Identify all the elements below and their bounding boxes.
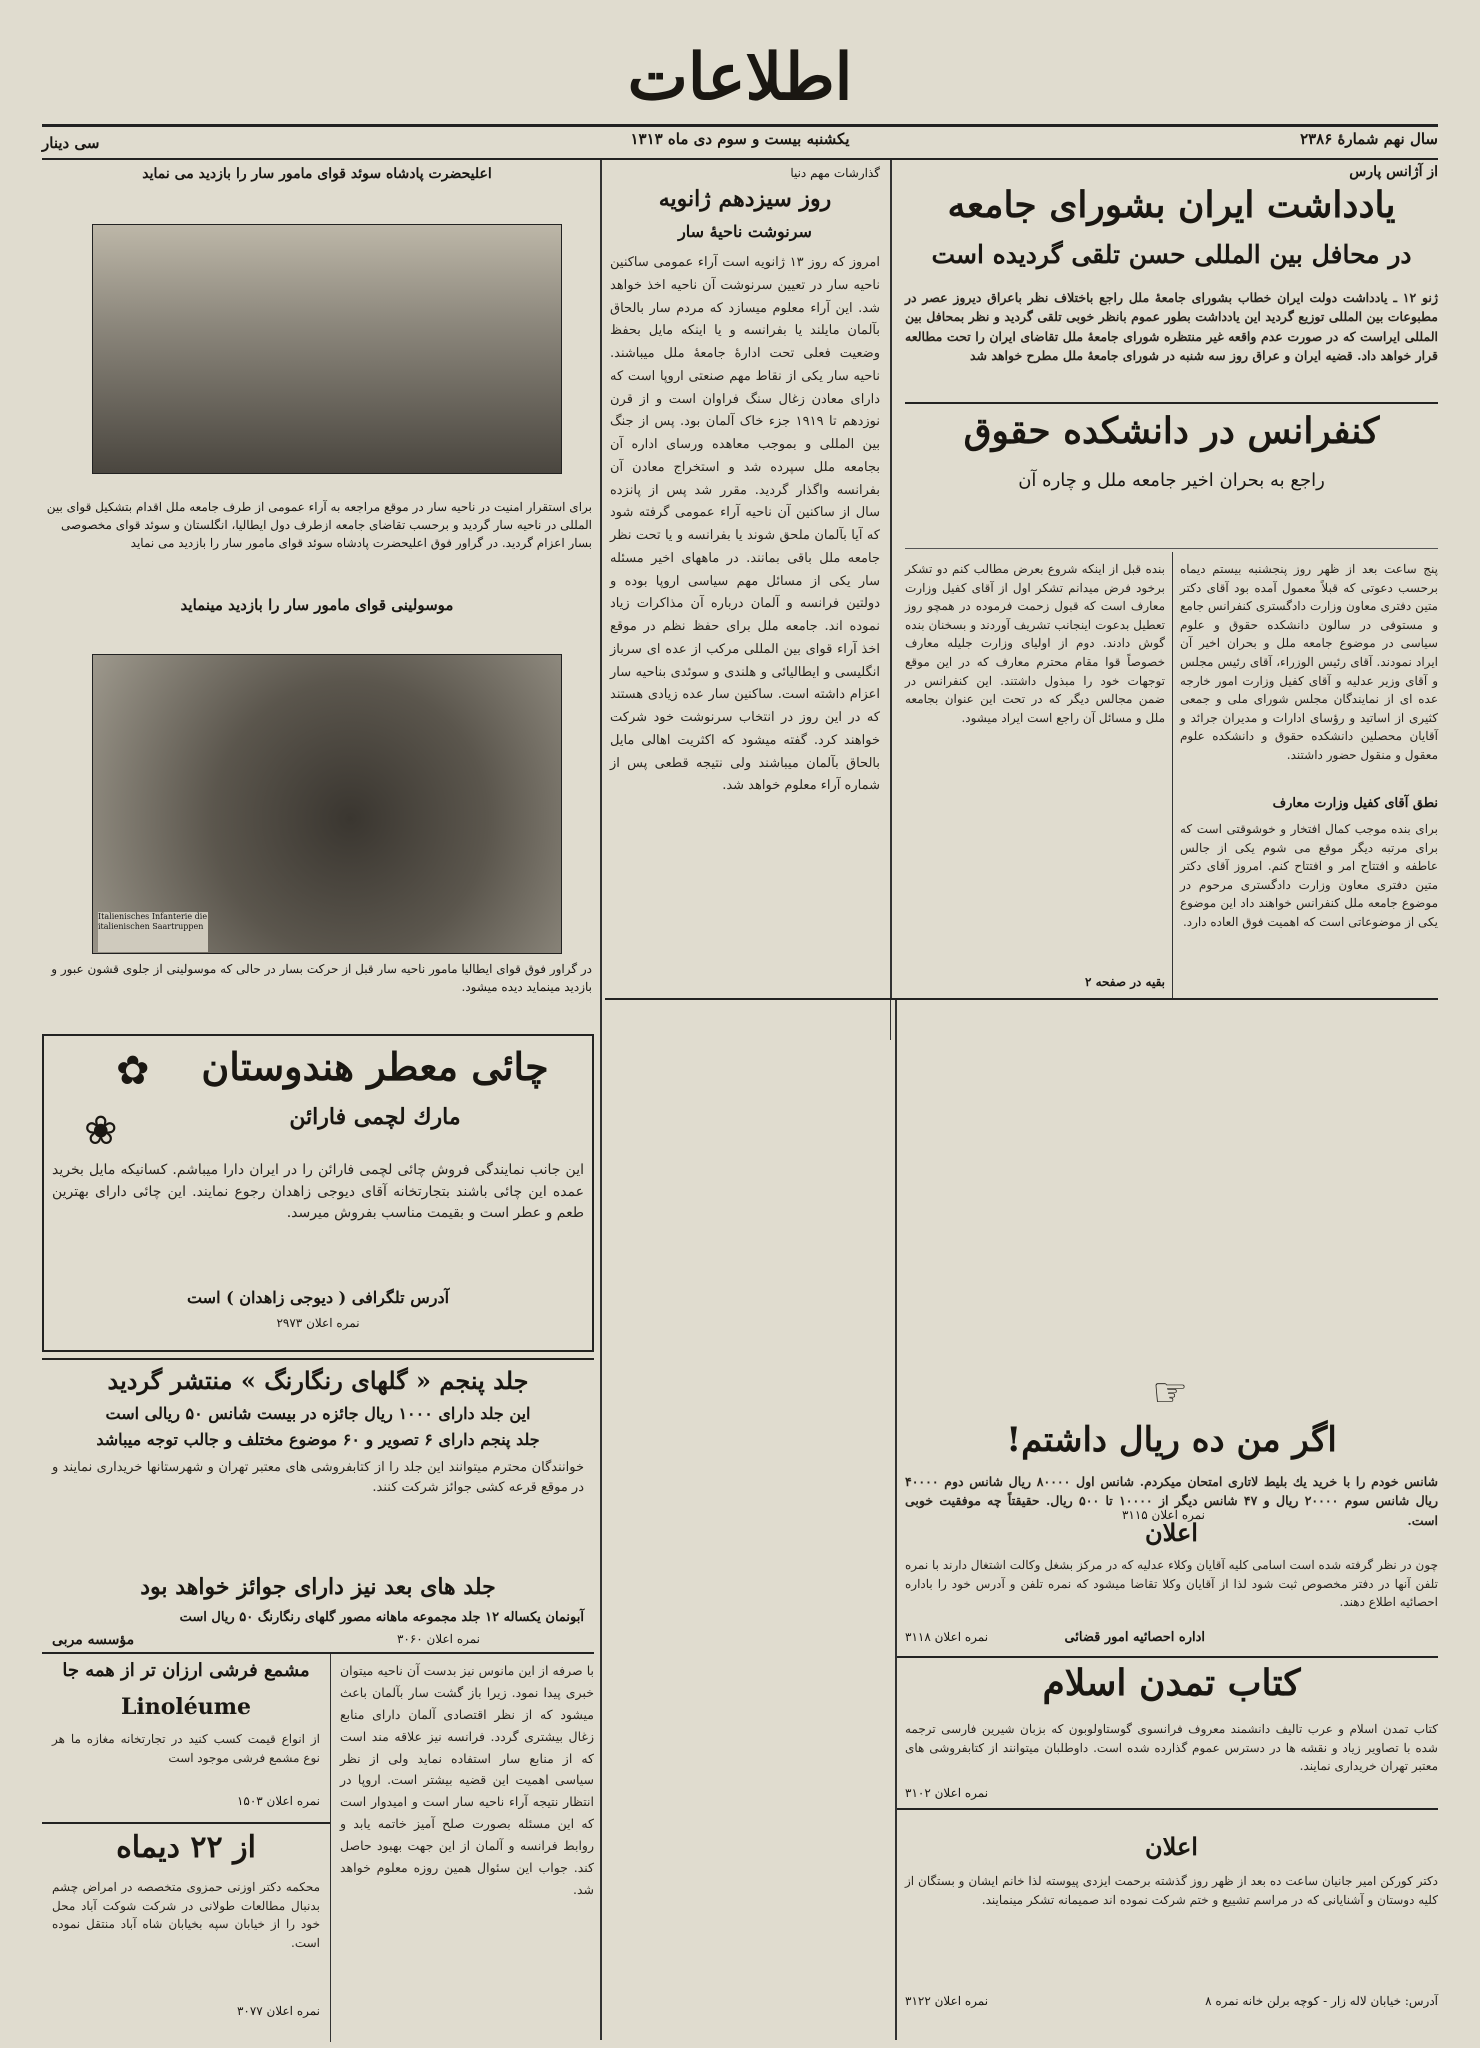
top-rule	[42, 124, 1438, 127]
hand-pointer-icon: ☞	[1152, 1370, 1188, 1416]
lino-ad-number: نمره اعلان ۱۵۰۳	[236, 1794, 320, 1808]
photo2-caption: در گراور فوق قوای ایطالیا مامور ناحیه سار قبل از حرکت بسار در حالی که موسولینی از جلوی قشون عبور و بازدید مینماید دیده میشود.	[51, 962, 592, 994]
world-kicker: گذارشات مهم دنیا	[790, 166, 880, 180]
main-story-rule	[905, 402, 1438, 404]
book-ad-number: نمره اعلان ۳۰۶۰	[396, 1632, 480, 1646]
issue-number: سال نهم شمارهٔ ۲۳۸۶	[1300, 130, 1438, 148]
book-ad-publisher: مؤسسه مربی	[52, 1632, 135, 1648]
tea-ad-body: این جانب نمایندگی فروش چائی لچمی فارائن را در ایران دارا میباشم. کسانیکه مایل بخرید عمده این چائی باشند بتجارتخانه آقای دیوجی زاهدان رجوع نمایند. این چائی دارای بهترین طعم و عطر است و بقیمت مناسب بفروش میرسد.	[52, 1162, 584, 1222]
notice1-signature: اداره احصائیه امور قضائی	[1064, 1630, 1205, 1645]
photo-mussolini-troops	[92, 654, 562, 954]
photo2-inset-caption: Italienisches Infanterie die italienischen Saartruppen	[98, 912, 208, 952]
d22-ad-title: از ۲۲ دیماه	[116, 1830, 256, 1865]
notice1-body: چون در نظر گرفته شده است اسامی کلیه آقایان وکلاء عدلیه که در مرکز بشغل وکالت اشتغال دارند با نمره تلفن آنها در دفتر مخصوص ثبت شود لذا از آقایان وکلا تقاضا میشود که نمره تلفن و آدرس خود را باداره احصائیه اطلاع دهند.	[905, 1558, 1438, 1610]
lottery-ad-number: نمره اعلان ۳۱۱۵	[1121, 1508, 1205, 1522]
lottery-ad-body: شانس خودم را با خرید یك بلیط لاتاری امتحان میکردم. شانس اول ۸۰۰۰۰ ریال شانس دوم ۴۰۰۰۰ ریال شانس سوم ۲۰۰۰۰ ریال و ۴۷ شانس دیگر از ۱۰۰۰۰ تا ۵۰۰ ریال. حقیقتاً چه موفقیت خوبی است.	[905, 1474, 1438, 1528]
notice2-body: دکتر کورکن امیر جانیان ساعت ده بعد از ظهر روز گذشته برحمت ایزدی پیوسته لذا خانم ایشان و بستگان از کلیه دوستان و آشنایانی که در مراسم تشییع و ختم شرکت نموده اند صمیمانه تشکر مینمایند.	[905, 1874, 1438, 1907]
speech1-body: برای بنده موجب کمال افتخار و خوشوقتی است که برای مرتبه دیگر موقع می شوم یکی از جالس عاطفه و افتتاح امر و افتتاح کنم. امروز آقای دکتر متین دفتری معاون وزارت دادگستری مرحوم در موضوع جامعه ملل کنفرانس خواهند داد این موضوع یکی از موضوعاتی است که اهمیت فوق العاده دارد.	[1180, 822, 1438, 929]
conference-subheadline: راجع به بحران اخیر جامعه ملل و چاره آن	[1018, 470, 1325, 491]
conference-headline: کنفرانس در دانشکده حقوق	[963, 410, 1380, 452]
lino-ad-title: مشمع فرشی ارزان تر از همه جا	[62, 1660, 310, 1681]
agency-label: از آژانس پارس	[1349, 164, 1438, 180]
d22-ad-rule	[42, 1822, 330, 1824]
photo-swedish-king	[92, 224, 562, 474]
speech2-preface: بنده قبل از اینکه شروع بعرض مطالب کنم دو تشکر برخود فرض میدانم تشکر اول از آقای کفیل وزارت معارف است که قبول زحمت فرموده در همچو روز تعطیل بدعوت اینجانب تشریف آوردند و بسخنان بنده گوش دادند. دوم از اولیای وزارت جلیله معارف خصوصاً قوا مقام محترم معارف که در این موقع توجهات خود را مبذول داشتند. این کنفرانس در ضمن مجالس دیگر که در تحت این عنوان بجامعه ملل و مسائل آن راجع است ایراد میشود.	[905, 562, 1165, 725]
dateline-date: یکشنبه بیست و سوم دی ماه ۱۳۱۳	[630, 130, 850, 148]
saar-continued: با صرفه از این مانوس نیز بدست آن ناحیه میتوان خبری پیدا نمود. زیرا باز گشت سار بآلمان باعث میشود که از نظر اقتصادی آلمان دارای منابع زغال بیشتری گردد. فرانسه نیز علاقه مند است که از منابع سار استفاده نماید ولی از نظر سیاسی اهمیت این قضیه بیشتر است. اروپا در انتظار نتیجه آراء ناحیه سار است و امیدوار است که این مسئله بصورت صلح آمیز خاتمه یابد و روابط فرانسه و آلمان از این جهت بهبود حاصل کند. جواب این سئوال همین روزه معلوم خواهد شد.	[340, 1663, 594, 1897]
conference-rule	[905, 548, 1438, 549]
islam-ad-rule	[895, 1656, 1438, 1658]
d22-ad-body: محکمه دکتر اوزنی حمزوی متخصصه در امراض چشم بدنبال مطالعات طولانی در شرکت شوکت آباد محل خود را از خیابان سپه بخیابان شاه آباد منتقل نموده است.	[52, 1880, 320, 1950]
tea-ad-number: نمره اعلان ۲۹۷۳	[276, 1316, 360, 1330]
lino-ad-body: از انواع قیمت کسب کنید در تجارتخانه مغازه ما هر نوع مشمع فرشی موجود است	[52, 1732, 320, 1765]
book-ad-line3: جلد های بعد نیز دارای جوائز خواهد بود	[140, 1574, 496, 1600]
notice2-title: اعلان	[1145, 1832, 1198, 1861]
flower-icon: ✿	[116, 1048, 150, 1094]
book-ad-rule	[42, 1358, 594, 1360]
flower-icon: ❀	[84, 1108, 118, 1154]
book-ad-line2: جلد پنجم دارای ۶ تصویر و ۶۰ موضوع مختلف و جالب توجه میباشد	[96, 1430, 540, 1449]
photo1-title: اعلیحضرت پادشاه سوئد قوای مامور سار را بازدید می نماید	[142, 166, 492, 182]
book-ad-title: جلد پنجم « گلهای رنگارنگ » منتشر گردید	[107, 1366, 529, 1395]
book-ad-line4: آبونمان یکساله ۱۲ جلد مجموعه ماهانه مصور گلهای رنگارنگ ۵۰ ریال است	[179, 1610, 584, 1625]
photo1-caption: برای استقرار امنیت در ناحیه سار در موقع مراجعه به آراء عمومی از طرف جامعه ملل اقدام بتشکیل قوای بین المللی در ناحیه سار گردید و برحسب تقاضای جامعه ازطرف دول ایطالیا، انگلستان و سوئد قوای مخصوصی بسار اعزام گردید. در گراور فوق اعلیحضرت پادشاه سوئد قوای مامور سار را بازدید می نماید	[46, 500, 592, 550]
lino-ad-brand: Linoléume	[120, 1694, 252, 1720]
speech1-heading: نطق آقای کفیل وزارت معارف	[1272, 796, 1438, 811]
islam-ad-number: نمره اعلان ۳۱۰۲	[905, 1786, 989, 1800]
price: سی دینار	[42, 134, 100, 152]
notice2-address: آدرس: خیابان لاله زار - کوچه برلن خانه نمره ۸	[1205, 1994, 1438, 2008]
d22-ad-number: نمره اعلان ۳۰۷۷	[236, 2004, 320, 2018]
tea-ad-address: آدرس تلگرافی ( دیوجی زاهدان ) است	[186, 1288, 450, 1307]
notice1-number: نمره اعلان ۳۱۱۸	[905, 1630, 989, 1644]
saar-subheadline: سرنوشت ناحیهٔ سار	[678, 222, 812, 241]
saar-headline: روز سیزدهم ژانویه	[658, 186, 832, 212]
notice2-number: نمره اعلان ۳۱۲۲	[905, 1994, 989, 2008]
conference-col-divider	[1172, 552, 1173, 998]
photo2-title: موسولینی قوای مامور سار را بازدید مینماید	[180, 596, 454, 614]
dateline-rule	[42, 158, 1438, 160]
saar-body: امروز که روز ۱۳ ژانویه است آراء عمومی ساکنین ناحیه سار در تعیین سرنوشت آن ناحیه اخذ خواهد شد. این آراء معلوم میسازد که مردم سار بالحاق بآلمان مایلند یا بفرانسه و یا اینکه مایل بحفظ وضعیت فعلی تحت ادارهٔ جامعهٔ ملل میباشند. ناحیه سار یکی از نقاط مهم صنعتی اروپا است که دارای معادن زغال سنگ فراوان است و از قرن نوزدهم تا ۱۹۱۹ جزء خاک آلمان بود. پس از جنگ بین المللی و بموجب معاهده ورسای اداره آن بجامعه ملل سپرده شد و استخراج معادن آن بفرانسه واگذار گردید. مقرر شد پس از پانزده سال از ساکنین آن ناحیه آراء عمومی گرفته شود که آیا بآلمان ملحق شوند یا بفرانسه و یا تحت نظر جامعه ملل باقی بمانند. در ماههای اخیر مسئله سار یکی از مسائل مهم سیاسی اروپا بوده و دولتین فرانسه و آلمان درباره آن مذاکرات زیاد نموده اند. جامعه ملل برای حفظ نظم در موقع اخذ آراء قوای بین المللی مرکب از عده ای سرباز انگلیسی و ایطالیائی و هلندی و سوئدی بناحیه سار اعزام داشته است. ساکنین سار عده زیادی هستند که در این روز در انتخاب سرنوشت خود شرکت خواهند کرد. گفته میشود که اکثریت اهالی مایل بالحاق بآلمان میباشند ولی نتیجه قطعی پس از شماره آراء معلوم خواهد شد.	[610, 255, 880, 794]
islam-ad-title: کتاب تمدن اسلام	[1042, 1662, 1301, 1704]
tea-ad-title: چائی معطر هندوستان	[201, 1044, 549, 1089]
divider-right	[890, 160, 892, 998]
notice1-title: اعلان	[1145, 1518, 1198, 1547]
lottery-ad-title: اگر من ده ریال داشتم!	[1006, 1420, 1337, 1460]
notice2-rule	[895, 1808, 1438, 1810]
conference-body: پنج ساعت بعد از ظهر روز پنجشنبه بیستم دیماه برحسب دعوتی که قبلاً معمول آمده بود آقای دکتر متین دفتری معاون وزارت دادگستری کنفرانس جامع و مستوفی در سالون دانشکده حقوق و علوم سیاسی در موضوع جامعه ملل و بحران اخیر آن ایراد نمودند. آقای رئیس الوزراء، آقای رئیس مجلس و آقای وزیر عدلیه و آقای کفیل وزارت امور خارجه عده ای از نمایندگان مجلس شورای ملی و جمعی کثیری از اساتید و رؤسای ادارات و مدیران جرائد و آقایان محصلین دانشکده حقوق و دانشکده علوم معقول و منقول حضور داشتند.	[1180, 562, 1438, 762]
right-bottom-divider	[895, 1000, 897, 2040]
bottom-left-divider	[330, 1654, 331, 2042]
tea-ad-brand: مارك لچمی فارائن	[289, 1104, 461, 1130]
lino-ad-rule	[42, 1652, 594, 1654]
islam-ad-body: کتاب تمدن اسلام و عرب تالیف دانشمند معروف فرانسوی گوستاولوبون که بزبان شیرین فارسی ترجمه شده با تصاویر زیاد و نقشه ها در دسترس عموم گذارده شده است. داوطلبان میتوانند از کتابفروشی های معتبر تهران خریداری نمایند.	[905, 1722, 1438, 1774]
continued-note: بقیه در صفحه ۲	[1084, 975, 1165, 989]
masthead-title: اطلاعات	[627, 40, 853, 115]
main-headline: یادداشت ایران بشورای جامعه	[947, 184, 1396, 226]
divider-left	[600, 160, 602, 2040]
main-subheadline: در محافل بین المللی حسن تلقی گردیده است	[931, 240, 1412, 269]
book-ad-body: خوانندگان محترم میتوانند این جلد را از کتابفروشی های معتبر تهران و شهرستانها خریداری نمایند و در موقع قرعه کشی جوائز شرکت کنند.	[52, 1460, 584, 1496]
right-lower-rule	[605, 998, 1438, 1000]
main-story-body: ژنو ۱۲ ـ یادداشت دولت ایران خطاب بشورای جامعهٔ ملل راجع باختلاف نظر باعراق دیروز عصر در مطبوعات بین المللی توزیع گردید این یادداشت بطور عموم بانظر خوبی تلقی گردید و نظر بمحافل بین المللی ایراست که در صورت عدم واقعه غیر منتظره شورای جامعهٔ ملل تقاضای ایران را تحت مطالعه قرار خواهد داد. قضیه ایران و عراق روز سه شنبه در شورای جامعهٔ ملل مطرح خواهد شد	[905, 290, 1438, 364]
book-ad-line1: این جلد دارای ۱۰۰۰ ریال جائزه در بیست شانس ۵۰ ریالی است	[105, 1404, 531, 1423]
right-lower-divider	[890, 1000, 891, 1040]
